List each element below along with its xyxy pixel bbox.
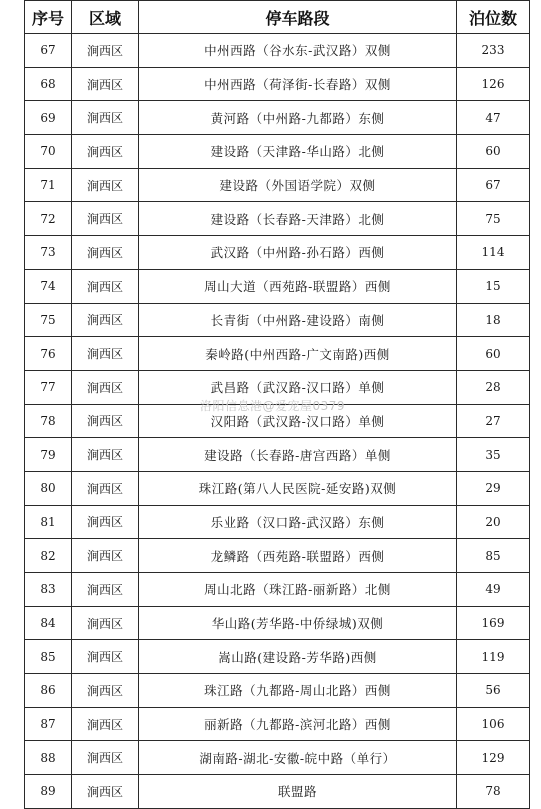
cell-road-section: 龙鳞路（西苑路-联盟路）西侧 xyxy=(139,539,457,573)
cell-index: 83 xyxy=(25,573,72,607)
cell-road-section: 建设路（天津路-华山路）北侧 xyxy=(139,135,457,169)
cell-district: 涧西区 xyxy=(72,101,139,135)
cell-road-section: 武汉路（中州路-孙石路）西侧 xyxy=(139,236,457,270)
cell-berth-count: 60 xyxy=(457,337,530,371)
cell-road-section: 珠江路（九都路-周山北路）西侧 xyxy=(139,674,457,708)
cell-district: 涧西区 xyxy=(72,640,139,674)
cell-road-section: 珠江路(第八人民医院-延安路)双侧 xyxy=(139,471,457,505)
cell-road-section: 建设路（长春路-天津路）北侧 xyxy=(139,202,457,236)
cell-index: 72 xyxy=(25,202,72,236)
cell-road-section: 联盟路 xyxy=(139,775,457,809)
cell-district: 涧西区 xyxy=(72,236,139,270)
cell-district: 涧西区 xyxy=(72,135,139,169)
cell-index: 71 xyxy=(25,168,72,202)
cell-district: 涧西区 xyxy=(72,606,139,640)
header-berth-count: 泊位数 xyxy=(457,1,530,34)
cell-road-section: 建设路（外国语学院）双侧 xyxy=(139,168,457,202)
table-row xyxy=(25,775,530,809)
cell-index: 78 xyxy=(25,404,72,438)
cell-road-section: 中州西路（荷泽街-长春路）双侧 xyxy=(139,67,457,101)
cell-berth-count: 75 xyxy=(457,202,530,236)
cell-index: 69 xyxy=(25,101,72,135)
table-row xyxy=(25,269,530,303)
table-row xyxy=(25,539,530,573)
cell-district: 涧西区 xyxy=(72,741,139,775)
table-row xyxy=(25,34,530,68)
cell-index: 76 xyxy=(25,337,72,371)
table-row xyxy=(25,168,530,202)
cell-road-section: 华山路(芳华路-中侨绿城)双侧 xyxy=(139,606,457,640)
cell-district: 涧西区 xyxy=(72,573,139,607)
cell-road-section: 中州西路（谷水东-武汉路）双侧 xyxy=(139,34,457,68)
table-row xyxy=(25,101,530,135)
cell-index: 70 xyxy=(25,135,72,169)
cell-index: 82 xyxy=(25,539,72,573)
cell-berth-count: 78 xyxy=(457,775,530,809)
table-row xyxy=(25,202,530,236)
cell-berth-count: 56 xyxy=(457,674,530,708)
cell-berth-count: 47 xyxy=(457,101,530,135)
cell-berth-count: 20 xyxy=(457,505,530,539)
cell-berth-count: 233 xyxy=(457,34,530,68)
cell-index: 74 xyxy=(25,269,72,303)
table-row xyxy=(25,573,530,607)
cell-district: 涧西区 xyxy=(72,269,139,303)
cell-berth-count: 114 xyxy=(457,236,530,270)
table-row xyxy=(25,674,530,708)
cell-index: 68 xyxy=(25,67,72,101)
cell-district: 涧西区 xyxy=(72,370,139,404)
cell-index: 85 xyxy=(25,640,72,674)
cell-road-section: 汉阳路（武汉路-汉口路）单侧 xyxy=(139,404,457,438)
cell-index: 84 xyxy=(25,606,72,640)
cell-district: 涧西区 xyxy=(72,775,139,809)
cell-district: 涧西区 xyxy=(72,539,139,573)
table-row xyxy=(25,606,530,640)
cell-berth-count: 129 xyxy=(457,741,530,775)
cell-berth-count: 169 xyxy=(457,606,530,640)
cell-index: 75 xyxy=(25,303,72,337)
cell-index: 88 xyxy=(25,741,72,775)
table-row xyxy=(25,505,530,539)
cell-district: 涧西区 xyxy=(72,707,139,741)
cell-index: 77 xyxy=(25,370,72,404)
cell-district: 涧西区 xyxy=(72,34,139,68)
cell-road-section: 长青街（中州路-建设路）南侧 xyxy=(139,303,457,337)
cell-road-section: 周山大道（西苑路-联盟路）西侧 xyxy=(139,269,457,303)
cell-berth-count: 28 xyxy=(457,370,530,404)
cell-berth-count: 85 xyxy=(457,539,530,573)
cell-berth-count: 15 xyxy=(457,269,530,303)
cell-road-section: 周山北路（珠江路-丽新路）北侧 xyxy=(139,573,457,607)
header-row xyxy=(25,1,530,34)
cell-road-section: 丽新路（九都路-滨河北路）西侧 xyxy=(139,707,457,741)
cell-road-section: 黄河路（中州路-九都路）东侧 xyxy=(139,101,457,135)
table-row xyxy=(25,707,530,741)
cell-berth-count: 18 xyxy=(457,303,530,337)
cell-road-section: 乐业路（汉口路-武汉路）东侧 xyxy=(139,505,457,539)
table-row xyxy=(25,640,530,674)
cell-district: 涧西区 xyxy=(72,303,139,337)
cell-berth-count: 126 xyxy=(457,67,530,101)
cell-district: 涧西区 xyxy=(72,168,139,202)
cell-index: 81 xyxy=(25,505,72,539)
cell-road-section: 湖南路-湖北-安徽-皖中路（单行） xyxy=(139,741,457,775)
cell-road-section: 建设路（长春路-唐宫西路）单侧 xyxy=(139,438,457,472)
cell-index: 89 xyxy=(25,775,72,809)
cell-berth-count: 67 xyxy=(457,168,530,202)
cell-district: 涧西区 xyxy=(72,67,139,101)
table-row xyxy=(25,236,530,270)
cell-index: 80 xyxy=(25,471,72,505)
cell-berth-count: 29 xyxy=(457,471,530,505)
cell-district: 涧西区 xyxy=(72,202,139,236)
cell-berth-count: 106 xyxy=(457,707,530,741)
table-row xyxy=(25,135,530,169)
cell-index: 79 xyxy=(25,438,72,472)
table-row xyxy=(25,337,530,371)
cell-district: 涧西区 xyxy=(72,337,139,371)
cell-berth-count: 60 xyxy=(457,135,530,169)
header-road-section: 停车路段 xyxy=(139,1,457,34)
cell-district: 涧西区 xyxy=(72,438,139,472)
cell-berth-count: 119 xyxy=(457,640,530,674)
cell-district: 涧西区 xyxy=(72,404,139,438)
cell-berth-count: 27 xyxy=(457,404,530,438)
cell-berth-count: 35 xyxy=(457,438,530,472)
cell-district: 涧西区 xyxy=(72,505,139,539)
cell-district: 涧西区 xyxy=(72,674,139,708)
cell-index: 67 xyxy=(25,34,72,68)
table-row xyxy=(25,438,530,472)
header-index: 序号 xyxy=(25,1,72,34)
cell-district: 涧西区 xyxy=(72,471,139,505)
table-row xyxy=(25,471,530,505)
watermark: 洛阳信息港@爱宠屋0379 xyxy=(200,399,346,413)
table-row xyxy=(25,303,530,337)
cell-index: 86 xyxy=(25,674,72,708)
cell-road-section: 嵩山路(建设路-芳华路)西侧 xyxy=(139,640,457,674)
cell-road-section: 武昌路（武汉路-汉口路）单侧 xyxy=(139,370,457,404)
cell-index: 73 xyxy=(25,236,72,270)
cell-berth-count: 49 xyxy=(457,573,530,607)
cell-road-section: 秦岭路(中州西路-广文南路)西侧 xyxy=(139,337,457,371)
cell-index: 87 xyxy=(25,707,72,741)
table-row xyxy=(25,741,530,775)
header-district: 区域 xyxy=(72,1,139,34)
table-row xyxy=(25,67,530,101)
